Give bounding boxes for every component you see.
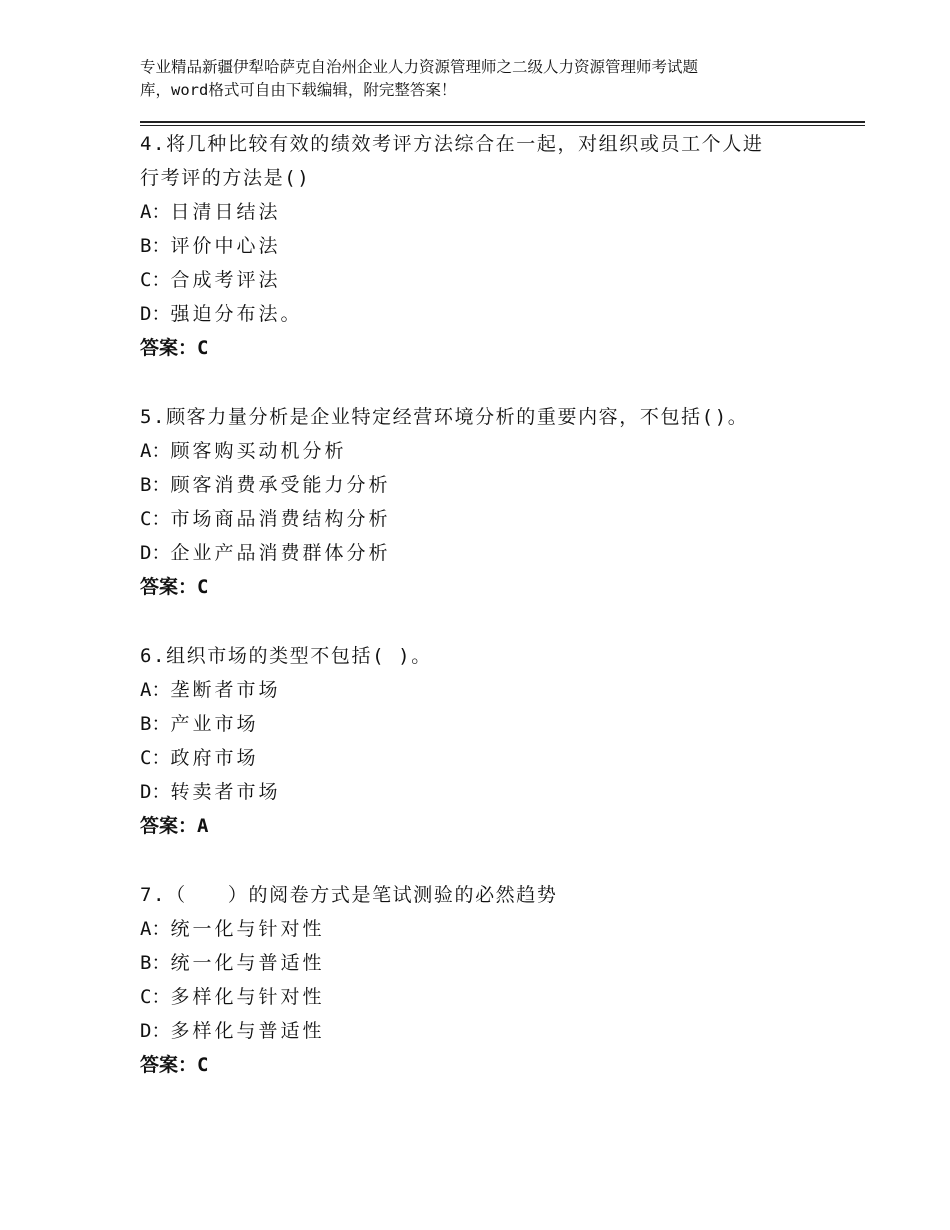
spacer — [140, 365, 865, 400]
option-text: 日清日结法 — [170, 201, 281, 223]
option-a — [140, 434, 865, 468]
option-key: B： — [140, 713, 171, 735]
option-key: D： — [140, 1020, 171, 1042]
question-stem: 5.顾客力量分析是企业特定经营环境分析的重要内容，不包括()。 — [140, 406, 749, 428]
option-key: C： — [140, 986, 171, 1008]
option-key: D： — [140, 303, 171, 325]
option-c — [140, 502, 865, 536]
answer-label: 答案：C — [140, 576, 209, 598]
option-key: B： — [140, 952, 171, 974]
option-c — [140, 741, 865, 775]
option-b — [140, 707, 865, 741]
document-header — [140, 56, 830, 102]
option-key: A： — [140, 440, 171, 462]
option-text: 市场商品消费结构分析 — [170, 508, 391, 530]
option-text: 评价中心法 — [170, 235, 281, 257]
option-key: C： — [140, 508, 171, 530]
header-divider-thick — [140, 121, 865, 123]
question-stem: 7.（ ）的阅卷方式是笔试测验的必然趋势 — [140, 884, 558, 906]
spacer — [140, 843, 865, 878]
option-d — [140, 536, 865, 570]
option-c — [140, 263, 865, 297]
option-b — [140, 946, 865, 980]
option-b — [140, 229, 865, 263]
header-divider-thin — [140, 125, 865, 126]
option-text: 政府市场 — [170, 747, 259, 769]
spacer — [140, 604, 865, 639]
option-key: C： — [140, 747, 171, 769]
option-d — [140, 775, 865, 809]
question-stem: 行考评的方法是() — [140, 167, 311, 189]
option-text: 多样化与针对性 — [170, 986, 325, 1008]
option-text: 顾客消费承受能力分析 — [170, 474, 391, 496]
option-a — [140, 195, 865, 229]
question-7 — [140, 878, 865, 1082]
option-text: 顾客购买动机分析 — [170, 440, 347, 462]
option-text: 统一化与普适性 — [170, 952, 325, 974]
answer-label: 答案：C — [140, 1054, 209, 1076]
option-text: 合成考评法 — [170, 269, 281, 291]
option-key: D： — [140, 542, 171, 564]
option-a — [140, 673, 865, 707]
question-6 — [140, 639, 865, 843]
option-text: 垄断者市场 — [170, 679, 281, 701]
answer-label: 答案：C — [140, 337, 209, 359]
question-list — [140, 127, 865, 1082]
header-line-2: 库，word格式可自由下载编辑，附完整答案！ — [140, 81, 457, 99]
answer-label: 答案：A — [140, 815, 209, 837]
option-c — [140, 980, 865, 1014]
option-text: 产业市场 — [170, 713, 259, 735]
option-text: 强迫分布法。 — [170, 303, 303, 325]
option-key: B： — [140, 474, 171, 496]
option-key: C： — [140, 269, 171, 291]
option-text: 统一化与针对性 — [170, 918, 325, 940]
option-a — [140, 912, 865, 946]
question-stem: 6.组织市场的类型不包括( )。 — [140, 645, 432, 667]
option-key: A： — [140, 679, 171, 701]
option-key: A： — [140, 918, 171, 940]
option-b — [140, 468, 865, 502]
question-stem: 4.将几种比较有效的绩效考评方法综合在一起，对组织或员工个人进 — [140, 133, 764, 155]
option-text: 多样化与普适性 — [170, 1020, 325, 1042]
option-d — [140, 297, 865, 331]
option-d — [140, 1014, 865, 1048]
header-line-1: 专业精品新疆伊犁哈萨克自治州企业人力资源管理师之二级人力资源管理师考试题 — [140, 58, 699, 76]
option-key: A： — [140, 201, 171, 223]
option-key: B： — [140, 235, 171, 257]
option-text: 企业产品消费群体分析 — [170, 542, 391, 564]
question-5 — [140, 400, 865, 604]
question-4 — [140, 127, 865, 365]
option-text: 转卖者市场 — [170, 781, 281, 803]
option-key: D： — [140, 781, 171, 803]
